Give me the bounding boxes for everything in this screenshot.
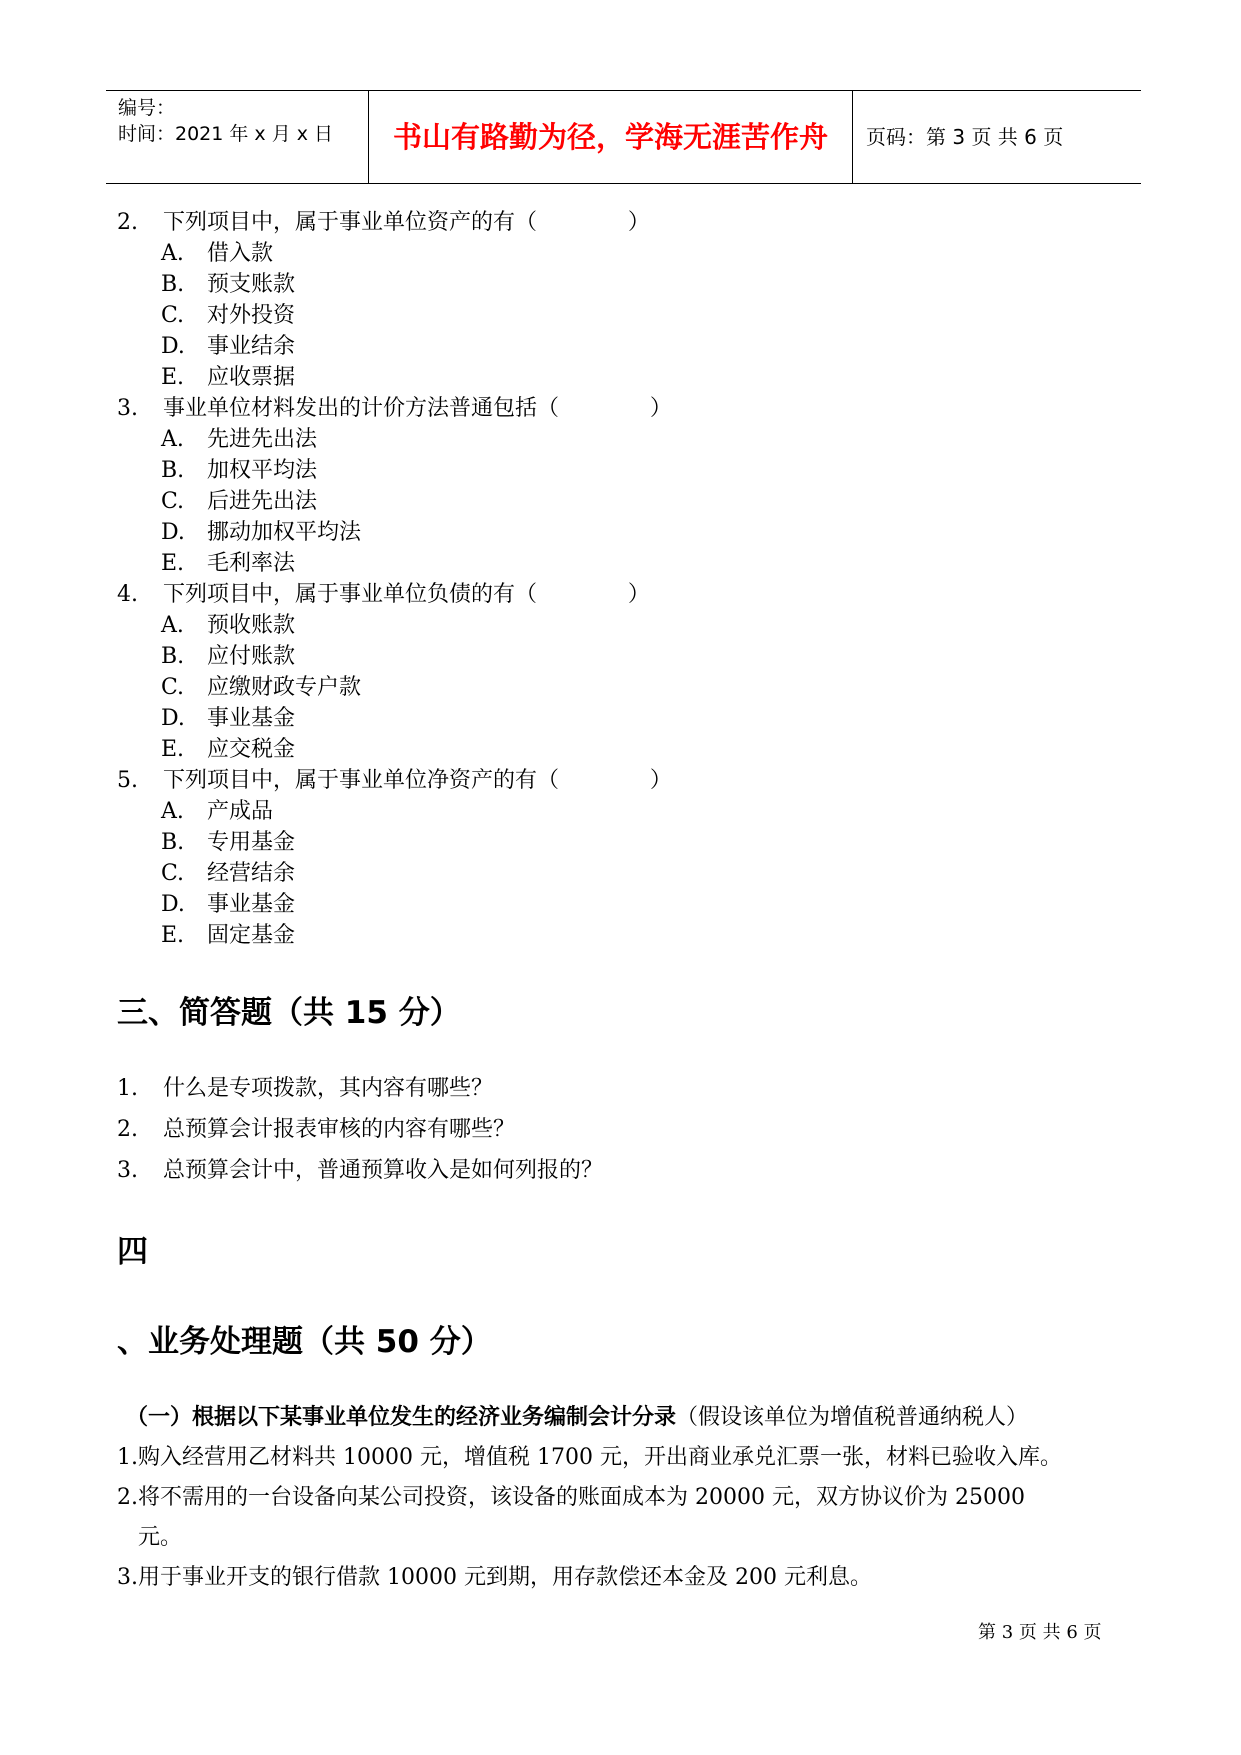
subsection-heading <box>126 1403 1028 1433</box>
question-number: 3. <box>117 396 138 421</box>
question-number: 2. <box>117 210 138 235</box>
question-text: 下列项目中，属于事业单位资产的有（ ） <box>163 210 650 235</box>
option: E. 应收票据 <box>161 365 296 390</box>
question-3 <box>117 394 672 424</box>
subsection-heading-note: （假设该单位为增值税普通纳税人） <box>676 1405 1029 1430</box>
question-text: 下列项目中，属于事业单位净资产的有（ ） <box>163 768 672 793</box>
question-2 <box>117 208 650 238</box>
option: B. 预支账款 <box>161 272 296 297</box>
option: C. 应缴财政专户款 <box>161 675 362 700</box>
option: B. 专用基金 <box>161 830 296 855</box>
option: D. 事业基金 <box>161 706 296 731</box>
option: D. 事业结余 <box>161 334 296 359</box>
option: A. 先进先出法 <box>161 427 318 452</box>
option: C. 经营结余 <box>161 861 296 886</box>
short-answer-item: 3. 总预算会计中，普通预算收入是如何列报的？ <box>117 1158 604 1183</box>
page-header <box>106 90 1141 184</box>
section-title-part1: 四 <box>117 1234 148 1270</box>
option: B. 应付账款 <box>161 644 296 669</box>
business-item-1: 1.购入经营用乙材料共 10000 元，增值税 1700 元，开出商业承兑汇票一张，材料已验收入库。 <box>117 1445 1062 1470</box>
page-footer: 第 3 页 共 6 页 <box>978 1622 1102 1643</box>
header-meta <box>106 91 369 183</box>
option: D. 事业基金 <box>161 892 296 917</box>
question-5 <box>117 766 672 796</box>
option: E. 应交税金 <box>161 737 296 762</box>
business-item-2-cont: 元。 <box>138 1525 183 1550</box>
short-answer-item: 2. 总预算会计报表审核的内容有哪些？ <box>117 1117 516 1142</box>
option: E. 固定基金 <box>161 923 296 948</box>
option: A. 产成品 <box>161 799 274 824</box>
question-number: 4. <box>117 582 138 607</box>
section-title-part2: 、业务处理题（共 50 分） <box>117 1324 492 1360</box>
question-text: 事业单位材料发出的计价方法普通包括（ ） <box>163 396 672 421</box>
business-item-2: 2.将不需用的一台设备向某公司投资，该设备的账面成本为 20000 元，双方协议价为 25000 <box>117 1485 1025 1510</box>
header-motto: 书山有路勤为径，学海无涯苦作舟 <box>369 91 853 183</box>
time-label: 时间：2021 年 x 月 x 日 <box>118 123 334 145</box>
section-title: 三、简答题（共 15 分） <box>117 995 461 1031</box>
option: A. 预收账款 <box>161 613 296 638</box>
option: E. 毛利率法 <box>161 551 296 576</box>
header-page-info: 页码：第 3 页 共 6 页 <box>866 125 1064 149</box>
option: D. 挪动加权平均法 <box>161 520 362 545</box>
question-number: 5. <box>117 768 138 793</box>
short-answer-item: 1. 什么是专项拨款，其内容有哪些？ <box>117 1076 494 1101</box>
question-4 <box>117 580 650 610</box>
option: C. 后进先出法 <box>161 489 318 514</box>
question-text: 下列项目中，属于事业单位负债的有（ ） <box>163 582 650 607</box>
subsection-heading-bold: （一）根据以下某事业单位发生的经济业务编制会计分录 <box>126 1405 677 1430</box>
code-label: 编号： <box>118 97 176 119</box>
business-item-3: 3.用于事业开支的银行借款 10000 元到期，用存款偿还本金及 200 元利息。 <box>117 1565 872 1590</box>
option: A. 借入款 <box>161 241 274 266</box>
option: C. 对外投资 <box>161 303 296 328</box>
option: B. 加权平均法 <box>161 458 318 483</box>
